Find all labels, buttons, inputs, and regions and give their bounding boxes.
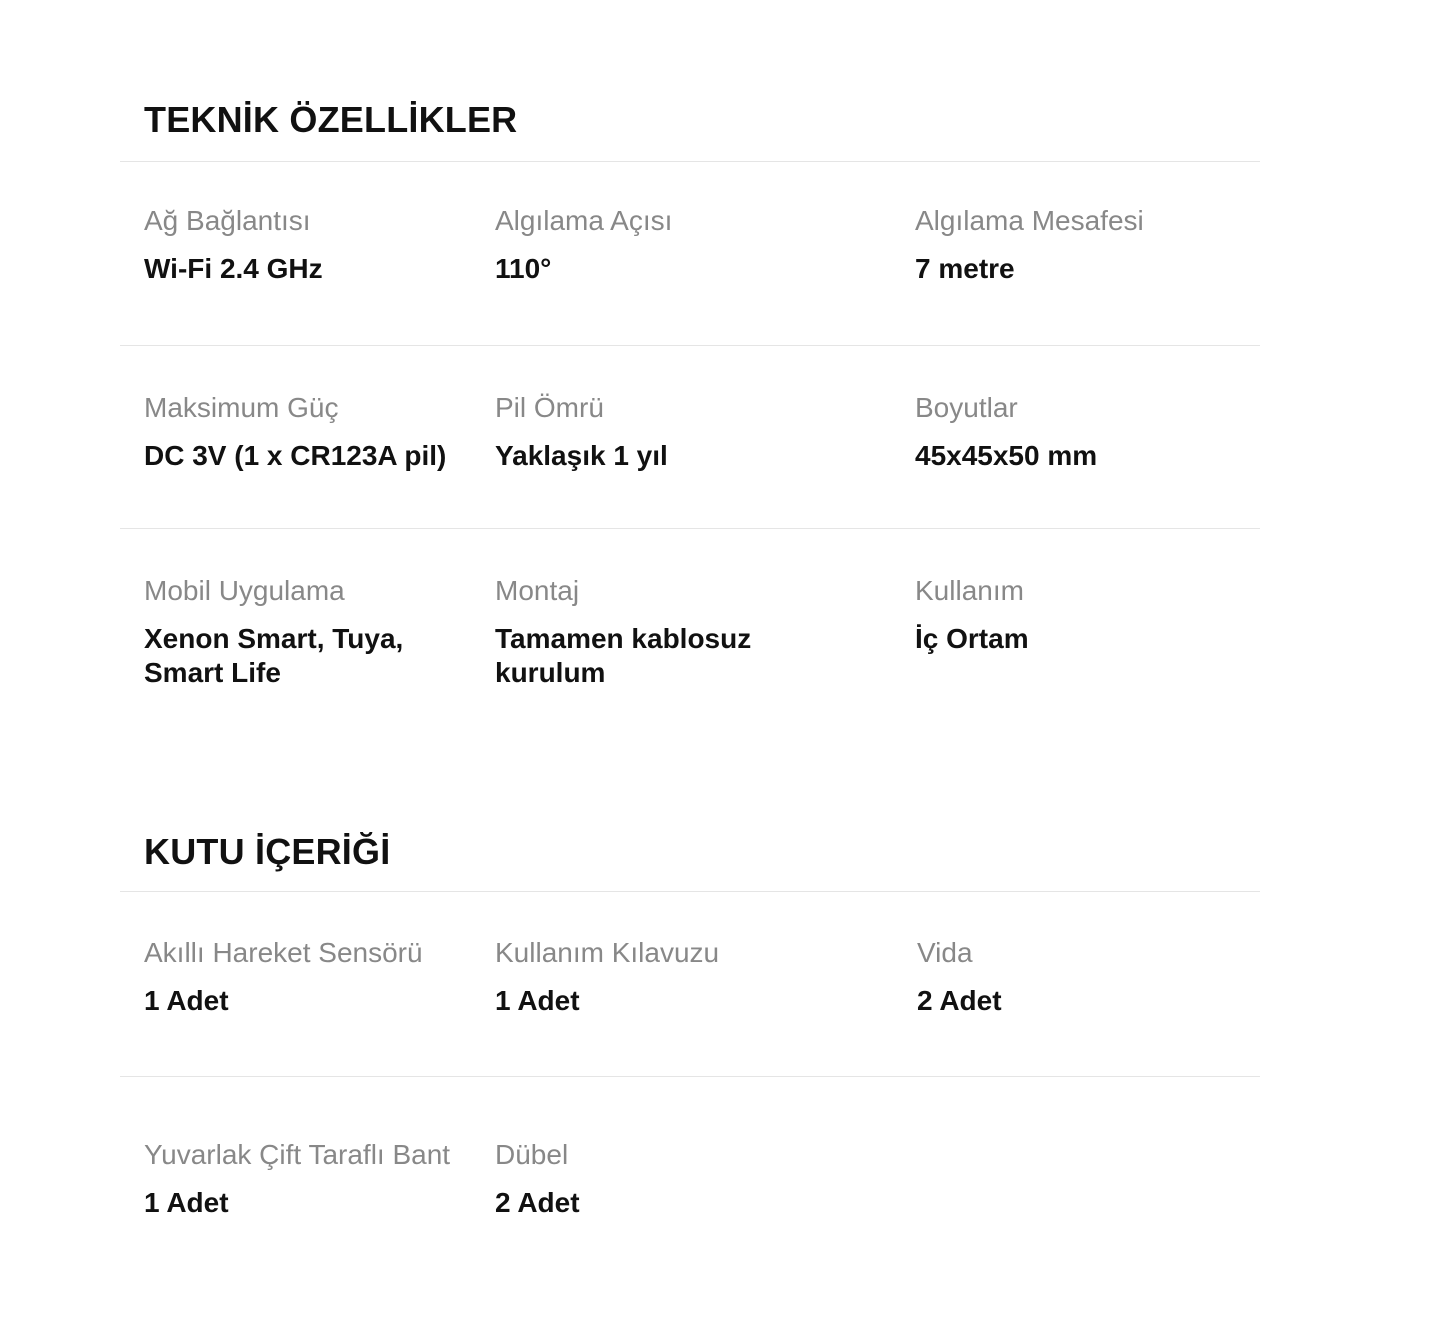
- box-item-quantity: 1 Adet: [144, 1187, 229, 1218]
- spec-label: Montaj: [495, 575, 580, 606]
- box-item-label: Dübel: [495, 1139, 569, 1170]
- box-item-label: Vida: [917, 937, 973, 968]
- divider: [120, 161, 1260, 162]
- spec-value: Wi-Fi 2.4 GHz: [144, 253, 323, 284]
- spec-mobile-app: [144, 574, 474, 690]
- spec-detection-range: [915, 204, 1245, 286]
- spec-label: Maksimum Güç: [144, 392, 339, 423]
- spec-label: Algılama Açısı: [495, 205, 673, 236]
- box-item-quantity: 2 Adet: [495, 1187, 580, 1218]
- spec-value: Xenon Smart, Tuya, Smart Life: [144, 623, 404, 688]
- spec-usage: [915, 574, 1245, 656]
- spec-label: Pil Ömrü: [495, 392, 604, 423]
- box-item-quantity: 2 Adet: [917, 985, 1002, 1016]
- box-item-label: Yuvarlak Çift Taraflı Bant: [144, 1139, 451, 1170]
- spec-label: Ağ Bağlantısı: [144, 205, 311, 236]
- box-item-dowel: [495, 1138, 795, 1220]
- spec-max-power: [144, 391, 474, 473]
- spec-label: Mobil Uygulama: [144, 575, 345, 606]
- divider: [120, 891, 1260, 892]
- spec-network: [144, 204, 474, 286]
- spec-value: DC 3V (1 x CR123A pil): [144, 440, 447, 471]
- divider: [120, 528, 1260, 529]
- spec-value: 7 metre: [915, 253, 1015, 284]
- box-item-manual: [495, 936, 795, 1018]
- spec-value: Yaklaşık 1 yıl: [495, 440, 668, 471]
- box-item-quantity: 1 Adet: [495, 985, 580, 1016]
- box-item-tape: [144, 1138, 474, 1220]
- spec-mounting: [495, 574, 795, 690]
- spec-battery-life: [495, 391, 795, 473]
- spec-value: İç Ortam: [915, 623, 1029, 654]
- divider: [120, 1076, 1260, 1077]
- spec-value: 110°: [495, 253, 552, 284]
- spec-detection-angle: [495, 204, 795, 286]
- box-item-screw: [917, 936, 1247, 1018]
- specs-title: TEKNİK ÖZELLİKLER: [144, 99, 518, 140]
- spec-value: Tamamen kablosuz kurulum: [495, 623, 752, 688]
- spec-label: Boyutlar: [915, 392, 1018, 423]
- spec-label: Algılama Mesafesi: [915, 205, 1144, 236]
- box-item-label: Akıllı Hareket Sensörü: [144, 937, 423, 968]
- box-item-label: Kullanım Kılavuzu: [495, 937, 720, 968]
- box-item-quantity: 1 Adet: [144, 985, 229, 1016]
- spec-label: Kullanım: [915, 575, 1024, 606]
- box-item-sensor: [144, 936, 474, 1018]
- divider: [120, 345, 1260, 346]
- box-contents-title: KUTU İÇERİĞİ: [144, 831, 391, 872]
- spec-dimensions: [915, 391, 1245, 473]
- spec-value: 45x45x50 mm: [915, 440, 1098, 471]
